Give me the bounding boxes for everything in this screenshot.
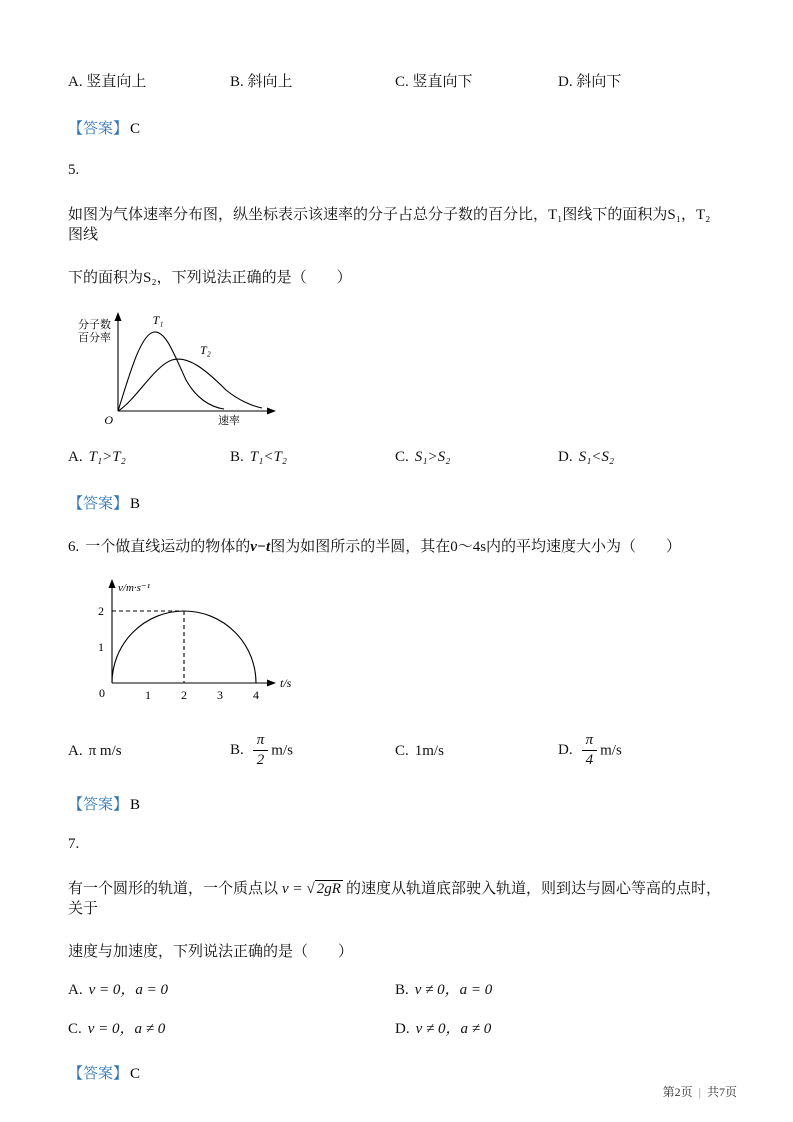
q6-option-b: [230, 733, 395, 769]
q6-figure: [72, 571, 725, 711]
q6-text-post: 图为如图所示的半圆，其在0～4s内的平均速度大小为（ ）: [270, 539, 682, 555]
q6-option-a: [68, 743, 230, 760]
q5-option-c-prefix: C.: [395, 449, 409, 465]
q6-option-b-denominator: 2: [256, 751, 265, 768]
q7-option-a: [68, 978, 395, 999]
sqrt-radical-sign: √: [306, 881, 315, 897]
page-content: [0, 70, 793, 1083]
q4-option-c: C. 竖直向下: [395, 74, 473, 90]
q5-option-a-math: T₁>T₂: [88, 449, 126, 465]
q6-ytick-2: 2: [98, 604, 104, 618]
q6-vt-symbol: v−t: [250, 539, 271, 555]
q5-ylabel-line2: 百分率: [78, 332, 111, 344]
q5-ylabel-line1: 分子数: [78, 319, 111, 331]
q6-option-d-denominator: 4: [585, 751, 594, 768]
q4-options-row: [68, 70, 725, 91]
q6-option-a-prefix: A.: [68, 742, 83, 759]
q6-number: 6.: [68, 539, 80, 555]
footer-page-number: 第2页: [662, 1085, 693, 1099]
q4-option-a: A. 竖直向上: [68, 74, 147, 90]
q7-text-line2: 速度与加速度，下列说法正确的是（ ）: [68, 944, 354, 960]
q7-answer-label: 【答案】: [68, 1066, 129, 1082]
q6-option-b-unit: m/s: [271, 742, 293, 759]
q6-option-c: [395, 743, 558, 760]
q7-answer-value: C: [130, 1066, 141, 1082]
q7-option-d: [395, 1017, 725, 1038]
q6-xtick-4: 4: [253, 688, 259, 702]
q4-answer-label: 【答案】: [68, 121, 129, 137]
q7-text-line1: [68, 879, 725, 919]
q6-option-c-prefix: C.: [395, 742, 409, 759]
q5-option-d-math: S₁<S₂: [578, 449, 615, 465]
q5-text-line2: 下的面积为S₂，下列说法正确的是（ ）: [68, 270, 352, 286]
q7-number: 7.: [68, 836, 80, 852]
q6-answer-value: B: [130, 797, 141, 813]
q4-answer-value: C: [130, 121, 141, 137]
q6-ytick-1: 1: [98, 640, 104, 654]
q5-option-a-prefix: A.: [68, 449, 83, 465]
q7-option-c: [68, 1017, 395, 1038]
vt-semicircle-chart: [72, 571, 322, 711]
q5-option-b-prefix: B.: [230, 449, 244, 465]
q6-option-a-text: π m/s: [88, 742, 122, 759]
q7-option-d-prefix: D.: [395, 1021, 410, 1037]
curve-t1-label: T₁: [152, 313, 164, 327]
q7-option-b: [395, 978, 725, 999]
q6-option-d-fraction: [582, 732, 598, 768]
q5-figure: [72, 308, 725, 433]
q6-option-d-numerator: π: [582, 732, 598, 751]
curve-t2: [118, 359, 262, 411]
q6-option-d: [558, 733, 725, 769]
q4-answer: [68, 117, 725, 138]
q6-text: [68, 537, 725, 557]
q5-y-axis-arrow: [115, 312, 122, 321]
q6-option-b-prefix: B.: [230, 742, 244, 759]
q6-option-b-fraction: [253, 732, 269, 768]
q5-answer-label: 【答案】: [68, 496, 129, 512]
q5-option-d-prefix: D.: [558, 449, 573, 465]
q6-answer: [68, 793, 725, 814]
q6-x-axis-arrow: [267, 680, 276, 687]
q7-option-c-math: v = 0，a ≠ 0: [87, 1021, 166, 1037]
q5-option-c-math: S₁>S₂: [414, 449, 451, 465]
page-footer: [663, 1083, 737, 1100]
q6-options-row: [68, 731, 725, 771]
q7-option-b-prefix: B.: [395, 982, 409, 998]
q7-option-b-math: v ≠ 0，a = 0: [414, 982, 493, 998]
q5-x-axis-arrow: [267, 408, 276, 415]
q6-text-pre: 一个做直线运动的物体的: [85, 539, 251, 555]
q7-line1-pre: 有一个圆形的轨道，一个质点以: [68, 881, 279, 897]
q6-origin-label: 0: [99, 686, 105, 700]
q7-option-d-math: v ≠ 0，a ≠ 0: [415, 1021, 492, 1037]
footer-separator: |: [698, 1085, 701, 1099]
q7-option-a-math: v = 0，a = 0: [88, 982, 168, 998]
q6-xlabel: t/s: [280, 676, 292, 690]
q7-option-c-prefix: C.: [68, 1021, 82, 1037]
q5-text-line1: 如图为气体速率分布图，纵坐标表示该速率的分子占总分子数的百分比，T₁图线下的面积为S₁，T₂图线: [68, 207, 711, 243]
curve-t2-label: T₂: [200, 343, 211, 357]
q6-answer-label: 【答案】: [68, 797, 129, 813]
q5-number: 5.: [68, 162, 80, 178]
q6-ylabel: v/m·s⁻¹: [118, 582, 151, 594]
footer-total-pages: 共7页: [706, 1085, 737, 1099]
q5-answer-value: B: [130, 496, 141, 512]
q5-origin-label: O: [104, 413, 113, 427]
q5-option-d: [558, 449, 725, 466]
q6-xtick-1: 1: [145, 688, 151, 702]
q4-option-b: B. 斜向上: [230, 74, 293, 90]
sqrt-radicand: 2gR: [316, 881, 341, 897]
q6-xtick-3: 3: [217, 688, 223, 702]
q6-option-b-numerator: π: [253, 732, 269, 751]
q6-xtick-2: 2: [181, 688, 187, 702]
q7-line1-post: 的速度从轨道底部驶入轨道，则到达与圆心等高的点时，关于: [68, 881, 721, 917]
q5-option-b: [230, 449, 395, 466]
q7-formula-lhs: v =: [282, 881, 303, 897]
q7-options-row-2: [68, 1017, 725, 1038]
q5-option-b-math: T₁<T₂: [249, 449, 288, 465]
q7-options-row-1: [68, 978, 725, 999]
q6-y-axis-arrow: [109, 579, 116, 588]
speed-distribution-chart: [72, 308, 302, 433]
q6-option-d-unit: m/s: [600, 742, 622, 759]
q5-option-c: [395, 449, 558, 466]
q5-answer: [68, 492, 725, 513]
q5-xlabel: 速率: [218, 415, 240, 427]
q7-option-a-prefix: A.: [68, 982, 83, 998]
q4-option-d: D. 斜向下: [558, 74, 622, 90]
q5-option-a: [68, 449, 230, 466]
q6-option-d-prefix: D.: [558, 742, 573, 759]
q5-options-row: [68, 449, 725, 466]
q7-answer: [68, 1062, 725, 1083]
q6-option-c-text: 1m/s: [414, 742, 444, 759]
